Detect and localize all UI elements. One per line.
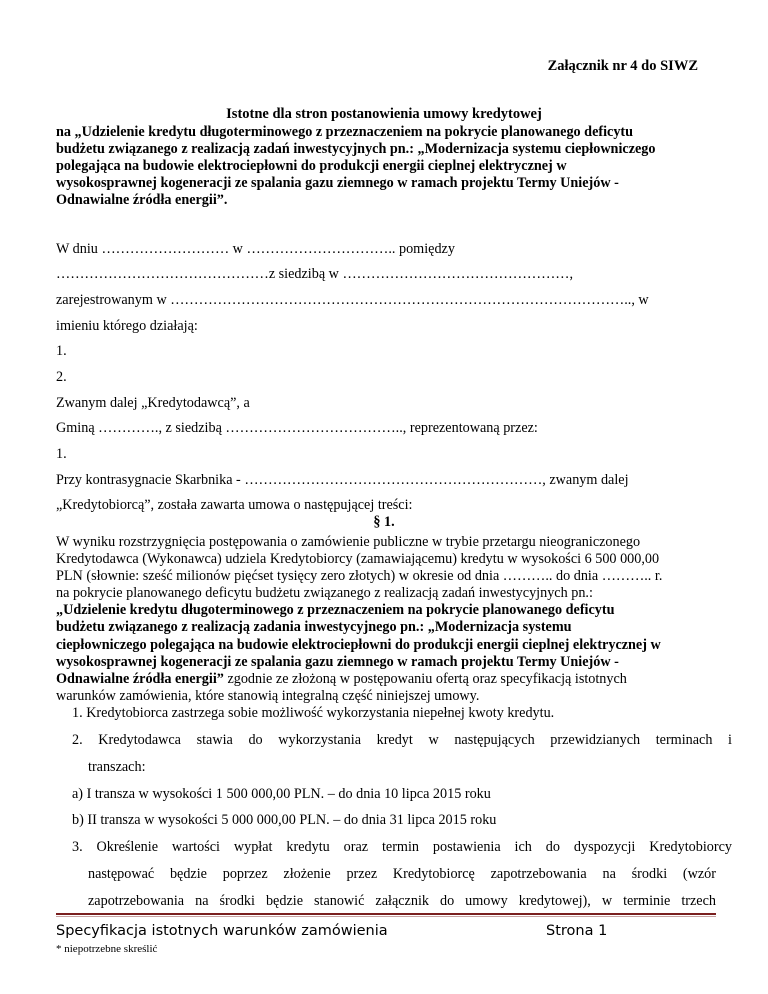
parties-line-seat: ………………………………………z siedzibą w …………………………………………, — [56, 266, 574, 282]
footnote: * niepotrzebne skreślić — [56, 943, 158, 955]
footer-title: Specyfikacja istotnych warunków zamówienia — [56, 923, 388, 939]
paragraph-bold-line: budżetu związanego z realizacją zadania inwestycyjnego pn.: „Modernizacja systemu — [56, 619, 572, 636]
representative-2: 2. — [56, 369, 67, 385]
paragraph-bold-line: wysokosprawnej kogeneracji ze spalania gazu ziemnego w ramach projektu Termy Uniejów - — [56, 653, 619, 670]
page-number: Strona 1 — [546, 923, 608, 939]
tranche-b: b) II transza w wysokości 5 000 000,00 PLN. – do dnia 31 lipca 2015 roku — [72, 812, 497, 828]
item-2: 2. Kredytodawca stawia do wykorzystania kredyt w następujących przewidzianych terminach i — [72, 732, 732, 748]
borrower-line: Gminą …………., z siedzibą ……………………………….., reprezentowaną przez: — [56, 420, 538, 436]
paragraph-bold-line: ciepłowniczego polegająca na budowie elektrociepłowni do produkcji energii cieplnej elektrycznej w — [56, 636, 661, 653]
section-heading: § 1. — [373, 514, 395, 530]
paragraph-tail: zgodnie ze złożoną w postępowaniu ofertą oraz specyfikacją istotnych — [223, 670, 627, 687]
section-1-paragraph — [56, 534, 736, 705]
title-line: wysokosprawnej kogeneracji ze spalania gazu ziemnego w ramach projektu Termy Uniejów - — [56, 175, 619, 191]
title-block — [56, 124, 716, 209]
item-1: 1. Kredytobiorca zastrzega sobie możliwość wykorzystania niepełnej kwoty kredytu. — [72, 705, 555, 721]
paragraph-line: warunków zamówienia, które stanowią integralną część niniejszej umowy. — [56, 687, 480, 704]
lender-definition: Zwanym dalej „Kredytodawcą”, a — [56, 395, 250, 411]
annex-label: Załącznik nr 4 do SIWZ — [547, 58, 698, 74]
borrower-definition: „Kredytobiorcą”, została zawarta umowa o następującej treści: — [56, 497, 413, 513]
footer-rule — [56, 913, 716, 915]
paragraph-line: Kredytodawca (Wykonawca) udziela Kredytobiorcy (zamawiającemu) kredytu w wysokości 6 500 000,00 — [56, 551, 660, 568]
footer-rule-thin — [56, 916, 716, 917]
document-subtitle: Istotne dla stron postanowienia umowy kredytowej — [226, 106, 542, 122]
tranche-a: a) I transza w wysokości 1 500 000,00 PLN. – do dnia 10 lipca 2015 roku — [72, 786, 491, 802]
treasurer-line: Przy kontrasygnacie Skarbnika - ………………………………………………………, zwanym dalej — [56, 472, 629, 488]
representative-1: 1. — [56, 343, 67, 359]
paragraph-line: na pokrycie planowanego deficytu budżetu związanego z realizacją zadań inwestycyjnych pn.: — [56, 585, 593, 602]
parties-line-registered: zarejestrowanym w …………………………………………………………………………………….., w — [56, 292, 649, 308]
title-line: budżetu związanego z realizacją zadań inwestycyjnych pn.: „Modernizacja systemu ciepłowniczego — [56, 141, 656, 157]
parties-line-acting: imieniu którego działają: — [56, 318, 198, 334]
title-line: Odnawialne źródła energii”. — [56, 192, 228, 208]
item-3: 3. Określenie wartości wypłat kredytu oraz termin postawienia ich do dyspozycji Kredytobiorcy — [72, 839, 732, 855]
paragraph-mixed-line — [56, 671, 736, 688]
paragraph-line: PLN (słownie: sześć milionów pięćset tysięcy zero złotych) w okresie od dnia ……….. do dnia ……….. r. — [56, 568, 663, 585]
paragraph-bold-fragment: Odnawialne źródła energii” — [56, 670, 224, 687]
borrower-representative-1: 1. — [56, 446, 67, 462]
paragraph-line: W wyniku rozstrzygnięcia postępowania o zamówienie publiczne w trybie przetargu nieograniczonego — [56, 534, 641, 550]
item-3-cont: następować będzie poprzez złożenie przez Kredytobiorcę zapotrzebowania na środki (wzór — [88, 866, 716, 882]
item-3-cont: zapotrzebowania na środki będzie stanowić załącznik do umowy kredytowej), w terminie trzech — [88, 893, 716, 909]
parties-line-date: W dniu ……………………… w ………………………….. pomiędzy — [56, 241, 455, 257]
title-line: polegająca na budowie elektrociepłowni do produkcji energii cieplnej elektrycznej w — [56, 158, 567, 174]
item-2-cont: transzach: — [88, 759, 146, 775]
paragraph-bold-line: „Udzielenie kredytu długoterminowego z przeznaczeniem na pokrycie planowanego deficytu — [56, 602, 615, 619]
title-line: na „Udzielenie kredytu długoterminowego z przeznaczeniem na pokrycie planowanego deficytu — [56, 124, 634, 140]
